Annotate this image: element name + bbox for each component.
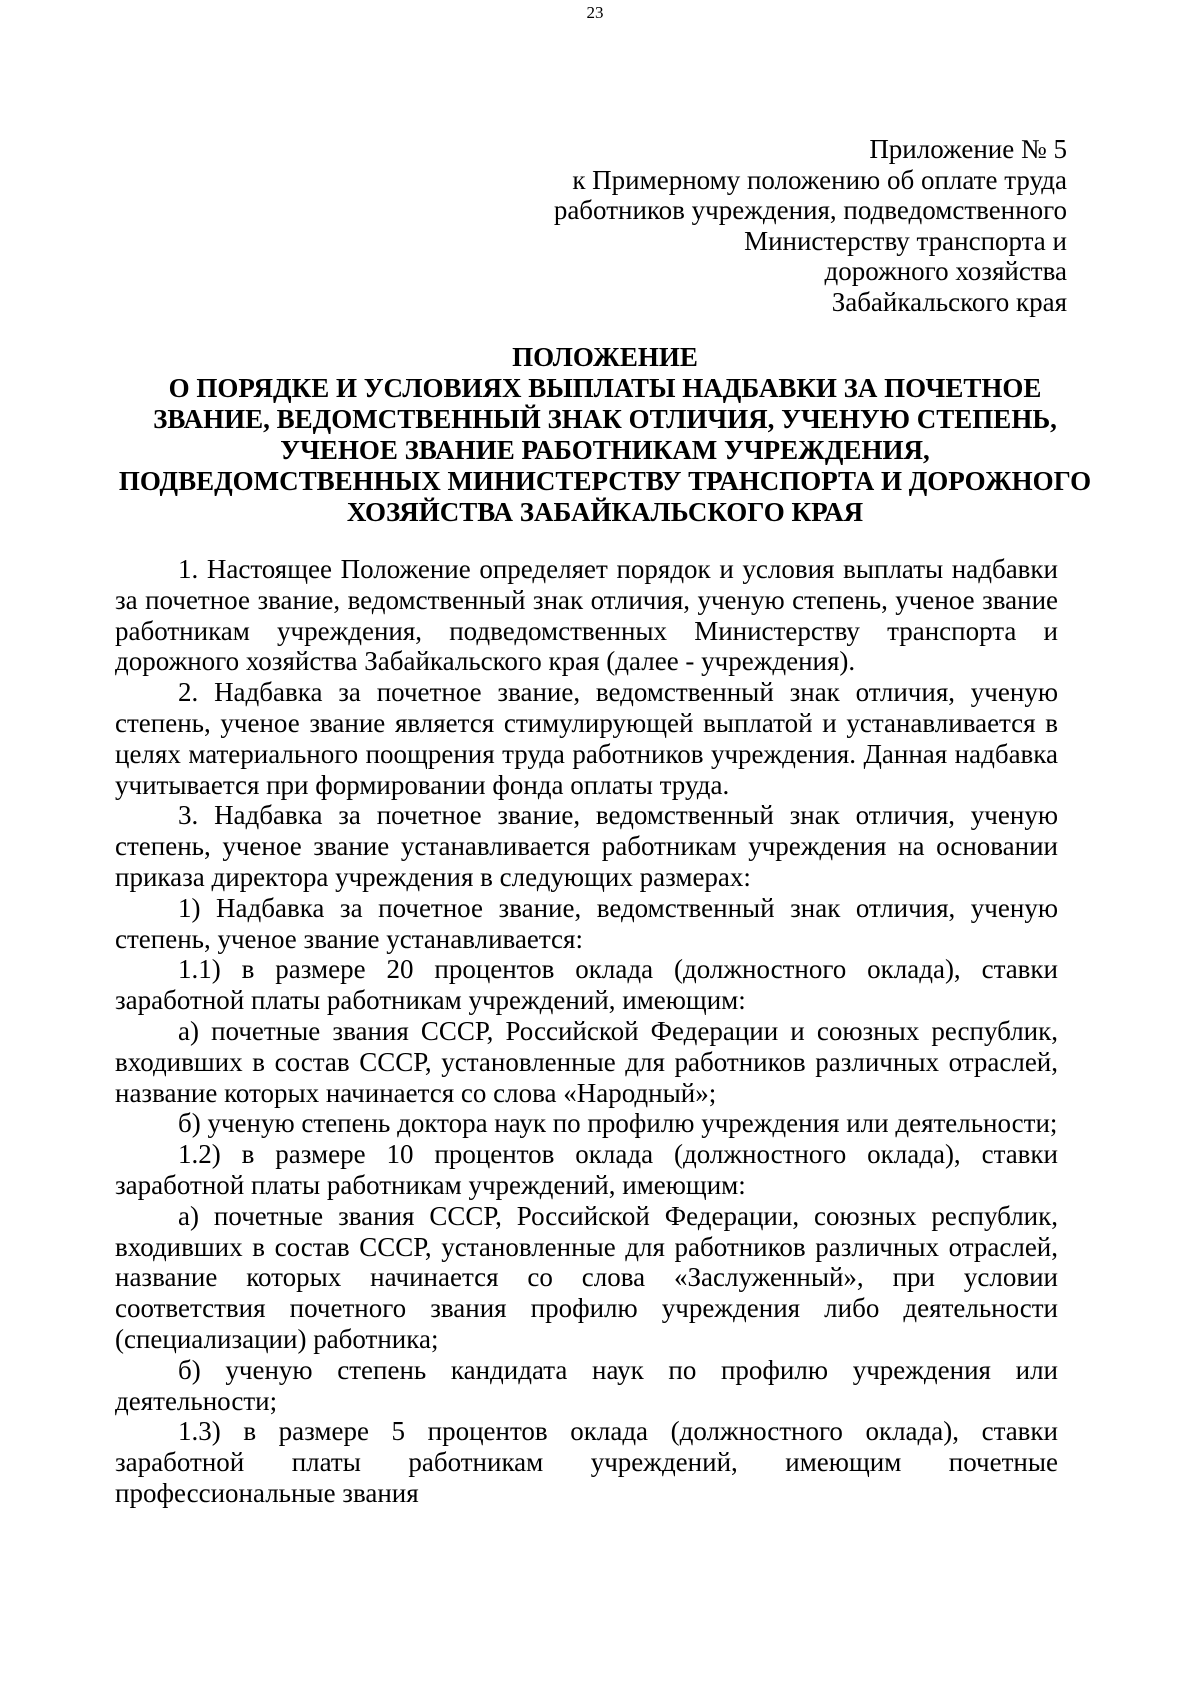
page-number: 23 — [586, 3, 604, 22]
paragraph-3-1-2-b: б) ученую степень кандидата наук по профилю учреждения или деятельности; — [115, 1354, 1058, 1416]
document-body — [115, 554, 1058, 1508]
appendix-line: Забайкальского края — [831, 286, 1067, 317]
title-line: УЧЕНОЕ ЗВАНИЕ РАБОТНИКАМ УЧРЕЖДЕНИЯ, — [280, 435, 930, 465]
paragraph-3-1: 1) Надбавка за почетное звание, ведомственный знак отличия, ученую степень, ученое звание устанавливается: — [115, 892, 1058, 954]
paragraph-3: 3. Надбавка за почетное звание, ведомственный знак отличия, ученую степень, ученое звание устанавливается работникам учреждения на основании приказа директора учреждения в следующих размерах: — [115, 800, 1058, 892]
appendix-line: дорожного хозяйства — [824, 256, 1067, 286]
title-line: О ПОРЯДКЕ И УСЛОВИЯХ ВЫПЛАТЫ НАДБАВКИ ЗА ПОЧЕТНОЕ — [168, 373, 1042, 403]
title-line: ПОЛОЖЕНИЕ — [512, 342, 698, 372]
title-line: ЗВАНИЕ, ВЕДОМСТВЕННЫЙ ЗНАК ОТЛИЧИЯ, УЧЕНУЮ СТЕПЕНЬ, — [153, 404, 1057, 434]
paragraph-3-1-1-b: б) ученую степень доктора наук по профилю учреждения или деятельности; — [178, 1108, 1058, 1139]
paragraph-3-1-2: 1.2) в размере 10 процентов оклада (должностного оклада), ставки заработной платы работникам учреждений, имеющим: — [115, 1139, 1058, 1200]
paragraph-3-1-3: 1.3) в размере 5 процентов оклада (должностного оклада), ставки заработной платы работникам учреждений, имеющим почетные профессиональные звания — [115, 1416, 1058, 1508]
document-title — [105, 342, 1105, 528]
paragraph-2: 2. Надбавка за почетное звание, ведомственный знак отличия, ученую степень, ученое звание является стимулирующей выплатой и устанавливается в целях материального поощрения труда работников учреждения. Данная надбавка учитывается при формировании фонда оплаты труда. — [115, 677, 1058, 800]
paragraph-3-1-2-a: а) почетные звания СССР, Российской Федерации, союзных республик, входивших в состав СССР, установленные для работников различных отраслей, название которых начинается со слова «Заслуженный», при условии соответствия почетного звания профилю учреждения либо деятельности (специализации) работника; — [115, 1200, 1058, 1354]
appendix-line: к Примерному положению об оплате труда — [572, 164, 1067, 195]
appendix-header — [554, 134, 1067, 317]
paragraph-3-1-1-a: а) почетные звания СССР, Российской Федерации и союзных республик, входивших в состав СССР, установленные для работников различных отраслей, название которых начинается со слова «Народный»; — [115, 1015, 1058, 1108]
appendix-line: Приложение № 5 — [869, 134, 1067, 164]
paragraph-3-1-1: 1.1) в размере 20 процентов оклада (должностного оклада), ставки заработной платы работникам учреждений, имеющим: — [115, 954, 1058, 1016]
appendix-line: работников учреждения, подведомственного — [553, 195, 1067, 225]
appendix-line: Министерству транспорта и — [744, 225, 1067, 256]
title-line: ПОДВЕДОМСТВЕННЫХ МИНИСТЕРСТВУ ТРАНСПОРТА И ДОРОЖНОГО — [118, 466, 1092, 496]
paragraph-1: 1. Настоящее Положение определяет порядок и условия выплаты надбавки за почетное звание, ведомственный знак отличия, ученую степень, ученое звание работникам учреждения, подведомственных Министерству транспорта и дорожного хозяйства Забайкальского края (далее - учреждения). — [115, 554, 1058, 677]
title-line: ХОЗЯЙСТВА ЗАБАЙКАЛЬСКОГО КРАЯ — [346, 497, 864, 527]
